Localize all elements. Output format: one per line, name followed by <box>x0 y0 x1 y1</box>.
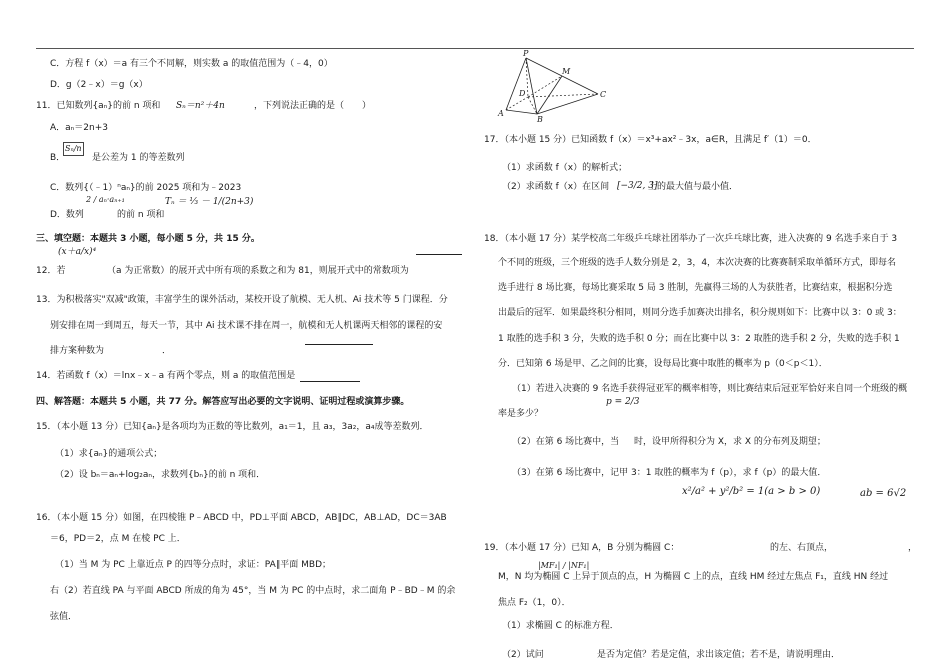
q11-option-b-fraction: Sₙ/n <box>63 142 84 156</box>
q19-line-1-a: 19．（本小题 17 分）已知 A，B 分别为椭圆 C： <box>484 543 680 553</box>
q16-part-2-line-2: 弦值． <box>50 612 78 622</box>
q14-text: 14．若函数 f（x）＝lnx﹣x﹣a 有两个零点，则 a 的取值范围是 <box>36 371 296 381</box>
q13-line-3: 排方案种数为 <box>50 346 105 356</box>
q17-interval: [−3/2, 3] <box>617 181 658 191</box>
q11-sn-formula: Sₙ＝n²＋4n <box>176 101 225 111</box>
q16-line-1: 16．（本小题 15 分）如图，在四棱锥 P﹣ABCD 中，PD⊥平面 ABCD，AB∥DC，AB⊥AD，DC＝3AB <box>36 513 447 523</box>
q18-part-3: （3）在第 6 场比赛中，记甲 3：1 取胜的概率为 f（p），求 f（p）的最大值． <box>512 468 827 478</box>
q17-part-1: （1）求函数 f（x）的解析式； <box>502 163 628 173</box>
q12-expression: (x＋a/x)⁴ <box>58 247 97 257</box>
q19-line-3: 焦点 F₂（1，0）． <box>498 598 571 608</box>
q15-part-2: （2）设 bₙ＝aₙ+log₂aₙ，求数列{bₙ}的前 n 项和． <box>55 470 266 480</box>
q15-stem: 15．（本小题 13 分）已知{aₙ}是各项均为正数的等比数列，a₁＝1，且 a₃，3a₂，a₄成等差数列． <box>36 422 429 432</box>
q12-label: 12．若 <box>36 266 66 276</box>
q17-part-2-a: （2）求函数 f（x）在区间 <box>502 182 610 192</box>
fig-label-b: B <box>537 115 543 122</box>
section-3-heading: 三、填空题：本题共 3 小题，每小题 5 分，共 15 分。 <box>36 234 260 244</box>
q19-line-2: M，N 均为椭圆 C 上异于顶点的点，H 为椭圆 C 上的点，直线 HM 经过左焦点 F₁，直线 HN 经过 <box>498 572 889 582</box>
q19-part-1: （1）求椭圆 C 的标准方程． <box>502 621 619 631</box>
pyramid-figure <box>490 50 620 122</box>
q16-part-2-line-1: 右（2）若直线 PA 与平面 ABCD 所成的角为 45°，当 M 为 PC 的中点时，求二面角 P﹣BD﹣M 的余 <box>50 586 456 596</box>
fig-label-m: M <box>562 67 571 76</box>
q13-answer-blank[interactable] <box>305 344 373 345</box>
q19-part-2-a: （2）试问 <box>502 650 544 660</box>
q11-option-b-text: 是公差为 1 的等差数列 <box>92 153 185 163</box>
q19-ab-condition: ab = 6√2 <box>860 488 907 499</box>
header-rule <box>36 48 914 49</box>
q11-option-d-tn: Tₙ ＝ ⅓ － 1/(2n+3) <box>165 197 254 207</box>
fig-label-a: A <box>498 109 504 118</box>
q18-p-value: p = 2/3 <box>606 397 640 407</box>
q18-line-6: 分．已知第 6 场是甲、乙之间的比赛，设每局比赛中取胜的概率为 p（0＜p＜1）． <box>498 359 828 369</box>
fig-label-c: C <box>600 90 607 99</box>
section-4-heading: 四、解答题：本题共 5 小题，共 77 分。解答应写出必要的文字说明、证明过程或演算步骤。 <box>36 397 410 407</box>
q19-line-1-b: 的左、右顶点， <box>770 543 834 553</box>
q11-stem-a: 11．已知数列{aₙ}的前 n 项和 <box>36 101 161 111</box>
q18-part-2-b: 时，设甲所得积分为 X，求 X 的分布列及期望； <box>634 437 826 447</box>
q19-ratio-fraction: |MF₁| / |NF₁| <box>538 561 590 570</box>
q18-part-1-line-2: 率是多少？ <box>498 409 544 419</box>
fig-label-p: P <box>523 50 529 58</box>
q12-text: （a 为正常数）的展开式中所有项的系数之和为 81，则展开式中的常数项为 <box>107 266 409 276</box>
q13-period: ． <box>162 346 172 356</box>
q18-part-1-line-1: （1）若进入决赛的 9 名选手获得冠亚军的概率相等，则比赛结束后冠亚军恰好来自同一个班级的概 <box>512 384 908 394</box>
q15-part-1: （1）求{aₙ}的通项公式； <box>55 449 163 459</box>
q11-stem-b: ，下列说法正确的是（ ） <box>254 101 372 111</box>
fig-label-d: D <box>519 89 526 98</box>
q18-line-3: 选手进行 8 场比赛，每场比赛采取 5 局 3 胜制，先赢得三场的人为获胜者，比赛结束，根据积分选 <box>498 283 893 293</box>
q10-option-c: C．方程 f（x）＝a 有三个不同解，则实数 a 的取值范围为（﹣4，0） <box>50 59 333 69</box>
q11-option-b-label: B． <box>50 153 66 163</box>
q18-line-1: 18．（本小题 17 分）某学校高二年级乒乓球社团举办了一次乒乓球比赛，进入决赛的 9 名选手来自于 3 <box>484 234 898 244</box>
q11-option-d-fraction: 2 / aₙ·aₙ₊₁ <box>86 195 125 204</box>
q10-option-d: D．g（2﹣x）＝g（x） <box>50 80 148 90</box>
q14-answer-blank[interactable] <box>300 381 360 382</box>
q17-stem: 17．（本小题 15 分）已知函数 f（x）＝x³+ax²﹣3x，a∈R，且满足 f′（1）＝0． <box>484 135 817 145</box>
q17-part-2-b: 上的最大值与最小值． <box>648 182 739 192</box>
q16-part-1: （1）当 M 为 PC 上靠近点 P 的四等分点时，求证：PA∥平面 MBD； <box>55 560 332 570</box>
q12-answer-blank[interactable] <box>416 254 462 255</box>
q11-option-d-text-a: D．数列 <box>50 210 84 220</box>
q18-part-2-a: （2）在第 6 场比赛中，当 <box>512 437 620 447</box>
q13-line-2: 别安排在周一到周五，每天一节，其中 Ai 技术课不排在周一，航模和无人机课两天相邻的课程的安 <box>50 321 443 331</box>
q11-option-a: A．aₙ＝2n+3 <box>50 123 108 133</box>
q19-line-1-c: ， <box>908 543 918 553</box>
q13-line-1: 13．为积极落实"双减"政策，丰富学生的课外活动，某校开设了航模、无人机、Ai 技术等 5 门课程．分 <box>36 295 448 305</box>
q18-line-5: 1 取胜的选手积 3 分，失败的选手积 0 分；而在比赛中以 3：2 取胜的选手积 2 分，失败的选手积 1 <box>498 334 900 344</box>
q18-line-4: 出最后的冠军．如果最终积分相同，则同分选手加赛决出排名，积分规则如下：比赛中以 3：0 或 3： <box>498 308 902 318</box>
q19-part-2-b: 是否为定值？若是定值，求出该定值；若不是，请说明理由． <box>597 650 841 660</box>
q16-line-2: ＝6，PD＝2，点 M 在棱 PC 上． <box>50 534 186 544</box>
q19-ellipse-equation: x²/a² + y²/b² = 1(a > b > 0) <box>682 486 821 497</box>
q11-option-c: C．数列{（﹣1）ⁿaₙ}的前 2025 项和为﹣2023 <box>50 183 242 193</box>
q18-line-2: 个不同的班级，三个班级的选手人数分别是 2，3，4，本次决赛的比赛赛制采取单循环方式，即每名 <box>498 258 897 268</box>
q11-option-d-text-b: 的前 n 项和 <box>117 210 165 220</box>
